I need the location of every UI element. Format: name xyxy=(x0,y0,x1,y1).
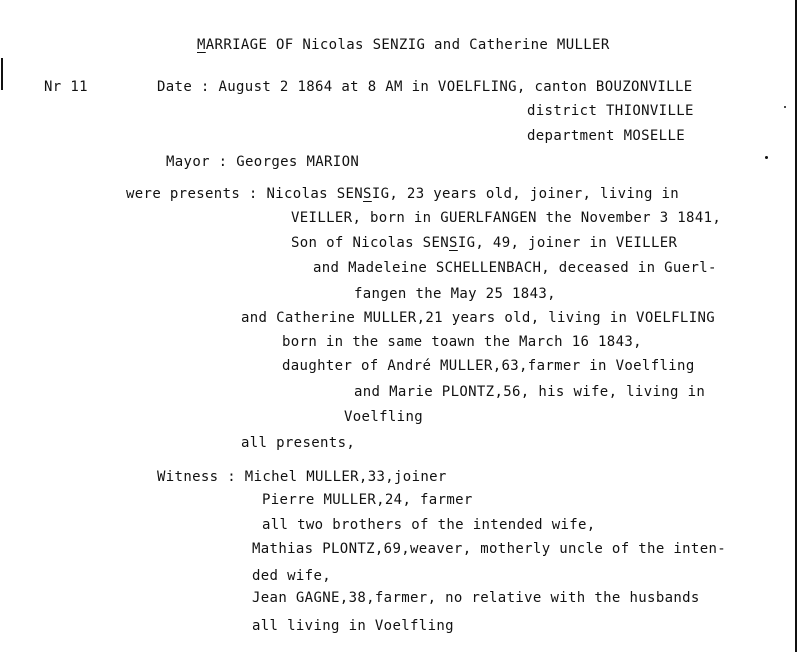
scan-speck xyxy=(784,106,786,108)
presents-line-1-underlined: S xyxy=(363,186,372,202)
department-line: department MOSELLE xyxy=(527,128,686,144)
mayor-line: Mayor : Georges MARION xyxy=(166,154,360,170)
witness-line-1: Witness : Michel MULLER,33,joiner xyxy=(157,469,447,485)
presents-line-1-start: were presents : Nicolas SEN xyxy=(126,186,364,202)
record-number: Nr 11 xyxy=(44,79,88,95)
presents-line-6: and Catherine MULLER,21 years old, living in VOELFLING xyxy=(241,310,716,326)
presents-line-2: VEILLER, born in GUERLFANGEN the November 3 1841, xyxy=(291,210,722,226)
witness-line-6: Jean GAGNE,38,farmer, no relative with the husbands xyxy=(252,590,700,606)
presents-line-5: fangen the May 25 1843, xyxy=(354,286,556,302)
witness-line-3: all two brothers of the intended wife, xyxy=(262,517,596,533)
witness-line-5: ded wife, xyxy=(252,568,332,584)
date-line: Date : August 2 1864 at 8 AM in VOELFLING, canton BOUZONVILLE xyxy=(157,79,693,95)
presents-line-1 xyxy=(126,187,679,201)
presents-line-3-underlined: S xyxy=(449,235,458,251)
title-first-letter: M xyxy=(197,37,206,53)
scan-edge-border xyxy=(795,0,797,652)
presents-line-3-end: IG, 49, joiner in VEILLER xyxy=(457,235,678,251)
district-line: district THIONVILLE xyxy=(527,103,694,119)
presents-line-8: daughter of André MULLER,63,farmer in Voelfling xyxy=(282,358,695,374)
title-text: ARRIAGE OF Nicolas SENZIG and Catherine MULLER xyxy=(205,37,610,53)
presents-line-3-start: Son of Nicolas SEN xyxy=(291,235,450,251)
presents-line-11: all presents, xyxy=(241,435,356,451)
scan-edge-mark xyxy=(1,58,3,90)
scan-speck xyxy=(765,156,768,159)
presents-line-9: and Marie PLONTZ,56, his wife, living in xyxy=(354,384,706,400)
document-title xyxy=(197,38,610,52)
presents-line-3 xyxy=(291,236,677,250)
presents-line-10: Voelfling xyxy=(344,409,424,425)
witness-line-4: Mathias PLONTZ,69,weaver, motherly uncle of the inten- xyxy=(252,541,727,557)
witness-line-2: Pierre MULLER,24, farmer xyxy=(262,492,473,508)
presents-line-7: born in the same toawn the March 16 1843, xyxy=(282,334,642,350)
presents-line-1-end: IG, 23 years old, joiner, living in xyxy=(371,186,680,202)
presents-line-4: and Madeleine SCHELLENBACH, deceased in Guerl- xyxy=(313,260,717,276)
witness-line-7: all living in Voelfling xyxy=(252,618,454,634)
